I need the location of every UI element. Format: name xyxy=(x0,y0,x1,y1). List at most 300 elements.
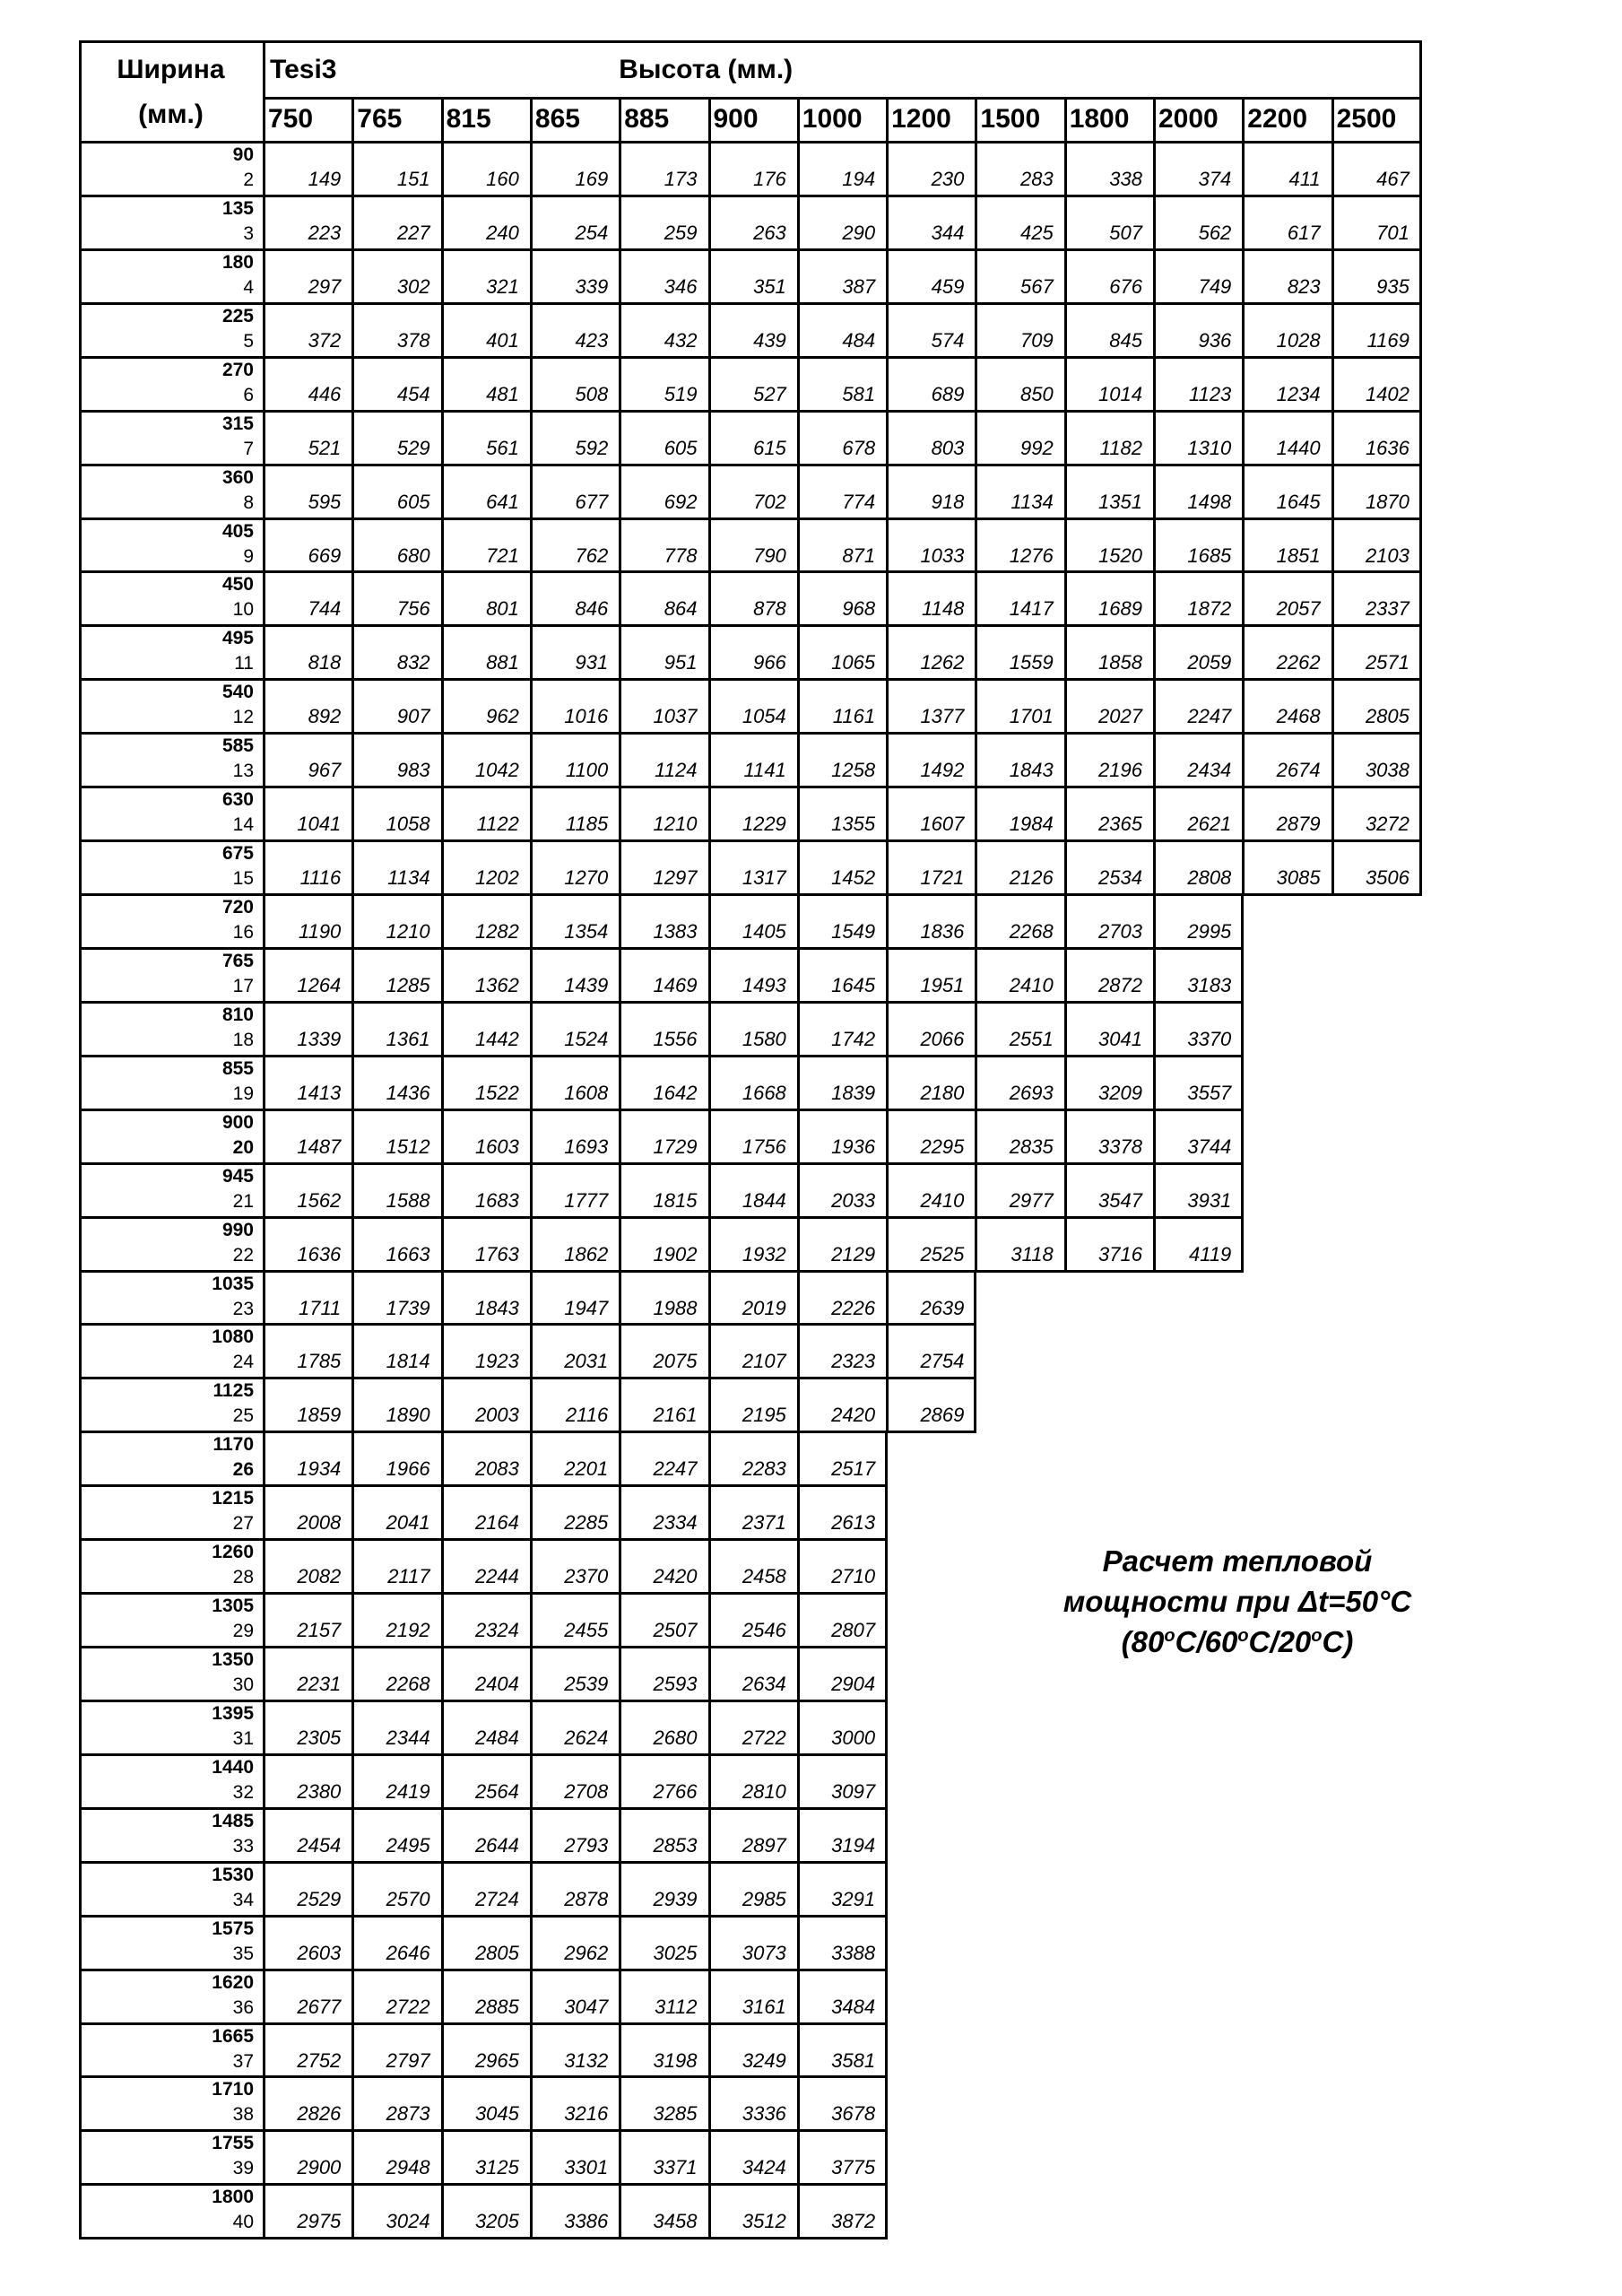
row-width-mm: 1575 xyxy=(212,1918,254,1939)
heat-output-cell: 2031 xyxy=(564,1350,609,1373)
row-section-count: 28 xyxy=(232,1567,254,1588)
row-width-col-border xyxy=(263,465,265,518)
row-col-separator xyxy=(1241,1217,1244,1271)
row-bottom-border xyxy=(79,1915,888,1918)
row-width-col-border xyxy=(263,571,265,625)
heat-output-cell: 1190 xyxy=(298,920,342,944)
heat-output-cell: 2551 xyxy=(1009,1027,1054,1050)
row-col-separator xyxy=(974,1378,976,1431)
heat-output-cell: 1033 xyxy=(920,544,965,567)
heat-output-cell: 2059 xyxy=(1187,651,1232,674)
row-col-separator xyxy=(530,518,533,572)
row-width-col-border xyxy=(263,196,265,249)
heat-output-cell: 581 xyxy=(842,382,876,405)
row-col-separator xyxy=(885,2130,888,2184)
heat-output-cell: 2305 xyxy=(297,1726,342,1749)
heat-output-cell: 1603 xyxy=(474,1135,519,1158)
row-col-separator xyxy=(530,142,533,196)
heat-output-cell: 2995 xyxy=(1187,920,1232,944)
row-col-separator xyxy=(351,1002,354,1056)
heat-output-cell: 439 xyxy=(753,328,786,352)
heat-output-cell: 881 xyxy=(486,651,519,674)
row-col-separator xyxy=(530,249,533,303)
row-width-col-border xyxy=(263,357,265,411)
heat-output-cell: 2419 xyxy=(386,1779,430,1803)
row-left-border xyxy=(79,1109,82,1163)
heat-output-cell: 1116 xyxy=(299,866,342,890)
row-col-separator xyxy=(797,411,800,465)
row-col-separator xyxy=(1153,411,1156,465)
heat-output-cell: 1402 xyxy=(1365,382,1409,405)
row-col-separator xyxy=(886,465,889,518)
heat-output-cell: 173 xyxy=(664,168,698,190)
heat-output-cell: 2041 xyxy=(386,1511,430,1535)
heat-output-cell: 227 xyxy=(396,221,430,244)
heat-output-cell: 1872 xyxy=(1187,597,1232,621)
row-col-separator xyxy=(708,1378,711,1431)
row-col-separator xyxy=(708,1109,711,1163)
row-col-separator xyxy=(1153,571,1156,625)
row-col-separator xyxy=(1419,571,1422,625)
row-col-separator xyxy=(886,1378,889,1431)
row-col-separator xyxy=(441,411,444,465)
heat-output-cell: 1984 xyxy=(1009,813,1054,836)
row-col-separator xyxy=(975,840,977,894)
row-section-count: 18 xyxy=(232,1029,254,1050)
note-close-paren: ) xyxy=(1343,1625,1354,1658)
heat-output-cell: 1282 xyxy=(474,920,519,944)
row-col-separator xyxy=(441,894,444,948)
row-col-separator xyxy=(530,1862,533,1916)
row-col-separator xyxy=(351,733,354,787)
row-left-border xyxy=(79,1970,82,2023)
heat-output-cell: 1122 xyxy=(476,813,519,836)
calculation-note xyxy=(1022,1541,1453,1662)
heat-output-cell: 387 xyxy=(842,274,876,298)
header-right-border xyxy=(1419,40,1422,142)
heat-output-cell: 709 xyxy=(1019,328,1054,352)
heat-output-cell: 774 xyxy=(842,490,876,513)
heat-output-cell: 3125 xyxy=(474,2156,519,2179)
row-col-separator xyxy=(886,787,889,840)
row-col-separator xyxy=(886,571,889,625)
height-header-885: 885 xyxy=(624,104,670,134)
heat-output-cell: 2835 xyxy=(1009,1135,1054,1158)
row-left-border xyxy=(79,1485,82,1539)
heat-output-cell: 3161 xyxy=(742,1995,786,2018)
row-col-separator xyxy=(1064,1056,1067,1109)
heat-output-cell: 2231 xyxy=(297,1673,342,1696)
row-col-separator xyxy=(975,518,977,572)
row-col-separator xyxy=(441,1163,444,1217)
heat-output-cell: 3931 xyxy=(1187,1188,1232,1212)
row-section-count: 20 xyxy=(232,1136,254,1158)
row-bottom-border xyxy=(79,1323,976,1326)
row-col-separator xyxy=(885,2076,888,2130)
heat-output-cell: 507 xyxy=(1109,221,1142,244)
heat-output-cell: 2116 xyxy=(565,1404,609,1427)
heat-output-cell: 1058 xyxy=(386,813,430,836)
heat-output-cell: 592 xyxy=(575,436,609,459)
row-col-separator xyxy=(885,1970,888,2023)
heat-output-cell: 3301 xyxy=(564,2156,609,2179)
row-col-separator xyxy=(351,1217,354,1271)
row-col-separator xyxy=(619,787,621,840)
heat-output-cell: 2454 xyxy=(297,1833,342,1857)
heat-output-cell: 169 xyxy=(575,168,609,190)
row-col-separator xyxy=(708,1593,711,1647)
row-col-separator xyxy=(1064,679,1067,733)
heat-output-cell: 2826 xyxy=(297,2102,342,2126)
heat-output-cell: 756 xyxy=(396,597,430,621)
heat-output-cell: 3249 xyxy=(742,2048,786,2072)
heat-output-cell: 529 xyxy=(396,436,430,459)
row-col-separator xyxy=(797,1539,800,1593)
row-col-separator xyxy=(1419,625,1422,679)
row-left-border xyxy=(79,465,82,518)
row-col-separator xyxy=(1242,571,1245,625)
row-section-count: 38 xyxy=(232,2104,254,2126)
row-col-separator xyxy=(1064,840,1067,894)
heat-output-cell: 3025 xyxy=(653,1941,698,1964)
heat-output-cell: 1362 xyxy=(474,973,519,996)
heat-output-cell: 2365 xyxy=(1098,813,1142,836)
row-col-separator xyxy=(441,625,444,679)
row-col-separator xyxy=(797,894,800,948)
row-col-separator xyxy=(351,2184,354,2238)
heat-output-cell: 2008 xyxy=(297,1511,342,1535)
row-col-separator xyxy=(708,625,711,679)
heat-output-cell: 2677 xyxy=(297,1995,342,2018)
row-width-col-border xyxy=(263,1485,265,1539)
row-col-separator xyxy=(619,1378,621,1431)
row-bottom-border xyxy=(79,2237,888,2239)
heat-output-cell: 2793 xyxy=(564,1833,609,1857)
heat-output-cell: 344 xyxy=(931,221,965,244)
row-bottom-border xyxy=(79,1646,888,1648)
row-width-col-border xyxy=(263,840,265,894)
note-sep-2: / xyxy=(1270,1625,1279,1658)
heat-output-cell: 149 xyxy=(308,168,342,190)
heat-output-cell: 372 xyxy=(308,328,342,352)
heat-output-cell: 1041 xyxy=(297,813,342,836)
heat-output-cell: 951 xyxy=(664,651,698,674)
row-col-separator xyxy=(1242,196,1245,249)
row-col-separator xyxy=(1064,894,1067,948)
heat-output-cell: 1870 xyxy=(1365,490,1409,513)
heat-output-cell: 2380 xyxy=(297,1779,342,1803)
heat-output-cell: 595 xyxy=(308,490,342,513)
heat-output-cell: 677 xyxy=(575,490,609,513)
row-col-separator xyxy=(708,2130,711,2184)
heat-output-cell: 778 xyxy=(664,544,698,567)
heat-output-cell: 2268 xyxy=(1009,920,1054,944)
heat-output-cell: 1134 xyxy=(1010,490,1054,513)
row-width-col-border xyxy=(263,1539,265,1593)
row-left-border xyxy=(79,625,82,679)
row-left-border xyxy=(79,1324,82,1378)
row-width-col-border xyxy=(263,2076,265,2130)
row-col-separator xyxy=(1419,840,1422,894)
row-col-separator xyxy=(351,894,354,948)
heat-output-cell: 605 xyxy=(664,436,698,459)
height-header-2500: 2500 xyxy=(1336,104,1397,134)
row-col-separator xyxy=(619,1700,621,1754)
heat-output-cell: 2810 xyxy=(742,1779,786,1803)
row-col-separator xyxy=(619,249,621,303)
heat-output-cell: 968 xyxy=(842,597,876,621)
heat-output-cell: 2410 xyxy=(1009,973,1054,996)
heat-output-cell: 1202 xyxy=(474,866,519,890)
row-width-mm: 270 xyxy=(221,359,254,380)
row-col-separator xyxy=(1153,948,1156,1002)
row-col-separator xyxy=(619,1109,621,1163)
heat-output-cell: 2285 xyxy=(564,1511,609,1535)
heat-output-cell: 1028 xyxy=(1276,328,1321,352)
row-left-border xyxy=(79,1163,82,1217)
heat-output-cell: 1524 xyxy=(564,1027,609,1050)
heat-output-cell: 680 xyxy=(396,544,430,567)
row-width-mm: 1530 xyxy=(212,1864,254,1885)
row-col-separator xyxy=(441,1916,444,1970)
row-col-separator xyxy=(441,1862,444,1916)
row-section-count: 6 xyxy=(243,384,254,405)
row-col-separator xyxy=(975,948,977,1002)
row-col-separator xyxy=(708,1431,711,1485)
heat-output-cell: 3112 xyxy=(655,1995,698,2018)
row-section-count: 10 xyxy=(232,599,254,621)
row-col-separator xyxy=(886,196,889,249)
row-col-separator xyxy=(975,787,977,840)
row-col-separator xyxy=(351,1485,354,1539)
row-width-col-border xyxy=(263,1324,265,1378)
row-col-separator xyxy=(708,1324,711,1378)
row-left-border xyxy=(79,1431,82,1485)
heat-output-cell: 1763 xyxy=(474,1242,519,1265)
row-col-separator xyxy=(708,948,711,1002)
heat-output-cell: 1442 xyxy=(474,1027,519,1050)
row-col-separator xyxy=(530,571,533,625)
row-bottom-border xyxy=(79,464,1422,466)
heat-output-cell: 2805 xyxy=(1365,705,1409,728)
row-col-separator xyxy=(1242,787,1245,840)
row-width-col-border xyxy=(263,1109,265,1163)
heat-output-cell: 3291 xyxy=(831,1887,876,1910)
heat-output-cell: 1636 xyxy=(297,1242,342,1265)
heat-output-cell: 2724 xyxy=(474,1887,519,1910)
heat-output-cell: 1234 xyxy=(1276,382,1321,405)
row-col-separator xyxy=(530,357,533,411)
heat-output-cell: 701 xyxy=(1376,221,1409,244)
row-col-separator xyxy=(530,1700,533,1754)
row-col-separator xyxy=(886,1163,889,1217)
heat-output-cell: 2226 xyxy=(831,1296,876,1319)
heat-output-cell: 2244 xyxy=(474,1565,519,1588)
heat-output-cell: 2344 xyxy=(386,1726,430,1749)
heat-output-cell: 702 xyxy=(753,490,786,513)
row-col-separator xyxy=(885,1808,888,1862)
heat-output-cell: 1264 xyxy=(297,973,342,996)
heat-output-cell: 2525 xyxy=(920,1242,965,1265)
heat-output-cell: 2948 xyxy=(386,2156,430,2179)
row-col-separator xyxy=(351,1700,354,1754)
heat-output-cell: 160 xyxy=(486,168,519,190)
heat-output-cell: 2529 xyxy=(297,1887,342,1910)
row-col-separator xyxy=(797,1754,800,1808)
row-col-separator xyxy=(619,948,621,1002)
row-col-separator xyxy=(708,196,711,249)
row-col-separator xyxy=(441,1970,444,2023)
height-header-765: 765 xyxy=(357,104,403,134)
row-col-separator xyxy=(1242,518,1245,572)
row-col-separator xyxy=(1064,249,1067,303)
heat-output-cell: 2680 xyxy=(653,1726,698,1749)
row-col-separator xyxy=(1153,249,1156,303)
row-col-separator xyxy=(1419,465,1422,518)
note-degree-3: o xyxy=(1311,1626,1323,1646)
row-col-separator xyxy=(1241,894,1244,948)
row-col-separator xyxy=(797,465,800,518)
row-col-separator xyxy=(974,1324,976,1378)
heat-output-cell: 467 xyxy=(1376,168,1409,190)
heat-output-cell: 3716 xyxy=(1098,1242,1142,1265)
row-width-col-border xyxy=(263,679,265,733)
heat-output-cell: 846 xyxy=(575,597,609,621)
row-col-separator xyxy=(886,1109,889,1163)
heat-output-cell: 1377 xyxy=(920,705,965,728)
heat-output-cell: 2458 xyxy=(742,1565,786,1588)
row-col-separator xyxy=(885,2184,888,2238)
heat-output-cell: 2507 xyxy=(653,1619,698,1642)
row-col-separator xyxy=(1153,1002,1156,1056)
row-col-separator xyxy=(351,2130,354,2184)
row-col-separator xyxy=(975,142,977,196)
row-col-separator xyxy=(441,1271,444,1325)
height-header-815: 815 xyxy=(446,104,491,134)
heat-output-cell: 2157 xyxy=(297,1619,342,1642)
row-col-separator xyxy=(708,2184,711,2238)
row-col-separator xyxy=(530,1109,533,1163)
heat-output-cell: 3744 xyxy=(1187,1135,1232,1158)
heat-output-cell: 401 xyxy=(486,328,519,352)
row-left-border xyxy=(79,894,82,948)
heat-output-cell: 2975 xyxy=(297,2210,342,2233)
heat-output-cell: 2797 xyxy=(386,2048,430,2072)
row-col-separator xyxy=(351,2076,354,2130)
heat-output-cell: 3484 xyxy=(831,1995,876,2018)
row-left-border xyxy=(79,1700,82,1754)
row-bottom-border xyxy=(79,248,1422,251)
row-col-separator xyxy=(619,733,621,787)
row-left-border xyxy=(79,787,82,840)
row-col-separator xyxy=(1064,787,1067,840)
header-col-separator xyxy=(351,97,354,142)
row-col-separator xyxy=(351,249,354,303)
row-left-border xyxy=(79,357,82,411)
row-left-border xyxy=(79,1647,82,1700)
heat-output-cell: 2703 xyxy=(1098,920,1142,944)
heat-output-cell: 2646 xyxy=(386,1941,430,1964)
heat-output-cell: 1580 xyxy=(742,1027,786,1050)
row-width-mm: 1215 xyxy=(212,1488,254,1509)
row-col-separator xyxy=(530,1808,533,1862)
row-col-separator xyxy=(1419,357,1422,411)
heat-output-cell: 3336 xyxy=(742,2102,786,2126)
row-left-border xyxy=(79,249,82,303)
row-section-count: 35 xyxy=(232,1943,254,1964)
row-width-col-border xyxy=(263,948,265,1002)
row-col-separator xyxy=(1153,840,1156,894)
row-col-separator xyxy=(708,679,711,733)
heat-output-cell: 351 xyxy=(753,274,786,298)
row-col-separator xyxy=(886,1002,889,1056)
row-bottom-border xyxy=(79,1109,1244,1111)
row-width-col-border xyxy=(263,625,265,679)
row-col-separator xyxy=(708,2076,711,2130)
heat-output-cell: 907 xyxy=(396,705,430,728)
row-col-separator xyxy=(708,1271,711,1325)
row-section-count: 7 xyxy=(243,438,254,459)
row-section-count: 16 xyxy=(232,922,254,944)
row-col-separator xyxy=(351,1754,354,1808)
heat-output-cell: 1843 xyxy=(474,1296,519,1319)
row-col-separator xyxy=(530,1163,533,1217)
row-col-separator xyxy=(1331,249,1334,303)
heat-output-cell: 3512 xyxy=(742,2210,786,2233)
row-width-col-border xyxy=(263,2023,265,2077)
row-col-separator xyxy=(708,1862,711,1916)
heat-output-cell: 3424 xyxy=(742,2156,786,2179)
row-width-mm: 1665 xyxy=(212,2025,254,2047)
row-col-separator xyxy=(351,1539,354,1593)
row-width-mm: 585 xyxy=(221,735,254,757)
row-col-separator xyxy=(886,249,889,303)
heat-output-cell: 2593 xyxy=(653,1673,698,1696)
heat-output-cell: 223 xyxy=(308,221,342,244)
row-left-border xyxy=(79,411,82,465)
heat-output-cell: 1123 xyxy=(1188,382,1232,405)
row-col-separator xyxy=(619,1539,621,1593)
note-line-1: Расчет тепловой xyxy=(1102,1544,1373,1578)
heat-output-cell: 411 xyxy=(1288,168,1321,190)
row-width-mm: 180 xyxy=(221,251,254,273)
row-col-separator xyxy=(708,1002,711,1056)
row-col-separator xyxy=(975,1056,977,1109)
heat-output-cell: 2337 xyxy=(1365,597,1409,621)
row-section-count: 36 xyxy=(232,1996,254,2018)
heat-output-cell: 1436 xyxy=(386,1081,430,1104)
row-section-count: 15 xyxy=(232,868,254,890)
row-col-separator xyxy=(1153,357,1156,411)
heat-output-cell: 2283 xyxy=(742,1457,786,1481)
row-col-separator xyxy=(619,840,621,894)
row-col-separator xyxy=(708,1754,711,1808)
heat-output-cell: 2083 xyxy=(474,1457,519,1481)
heat-output-cell: 2621 xyxy=(1187,813,1232,836)
row-bottom-border xyxy=(79,195,1422,197)
row-col-separator xyxy=(885,1647,888,1700)
row-width-mm: 360 xyxy=(221,466,254,488)
row-bottom-border xyxy=(79,2075,888,2078)
heat-output-cell: 2066 xyxy=(920,1027,965,1050)
heat-output-cell: 432 xyxy=(664,328,698,352)
heat-output-cell: 151 xyxy=(396,168,430,190)
heat-output-cell: 1556 xyxy=(653,1027,698,1050)
row-col-separator xyxy=(1331,840,1334,894)
heat-output-cell: 2564 xyxy=(474,1779,519,1803)
row-col-separator xyxy=(886,894,889,948)
height-label: Высота (мм.) xyxy=(619,55,794,84)
